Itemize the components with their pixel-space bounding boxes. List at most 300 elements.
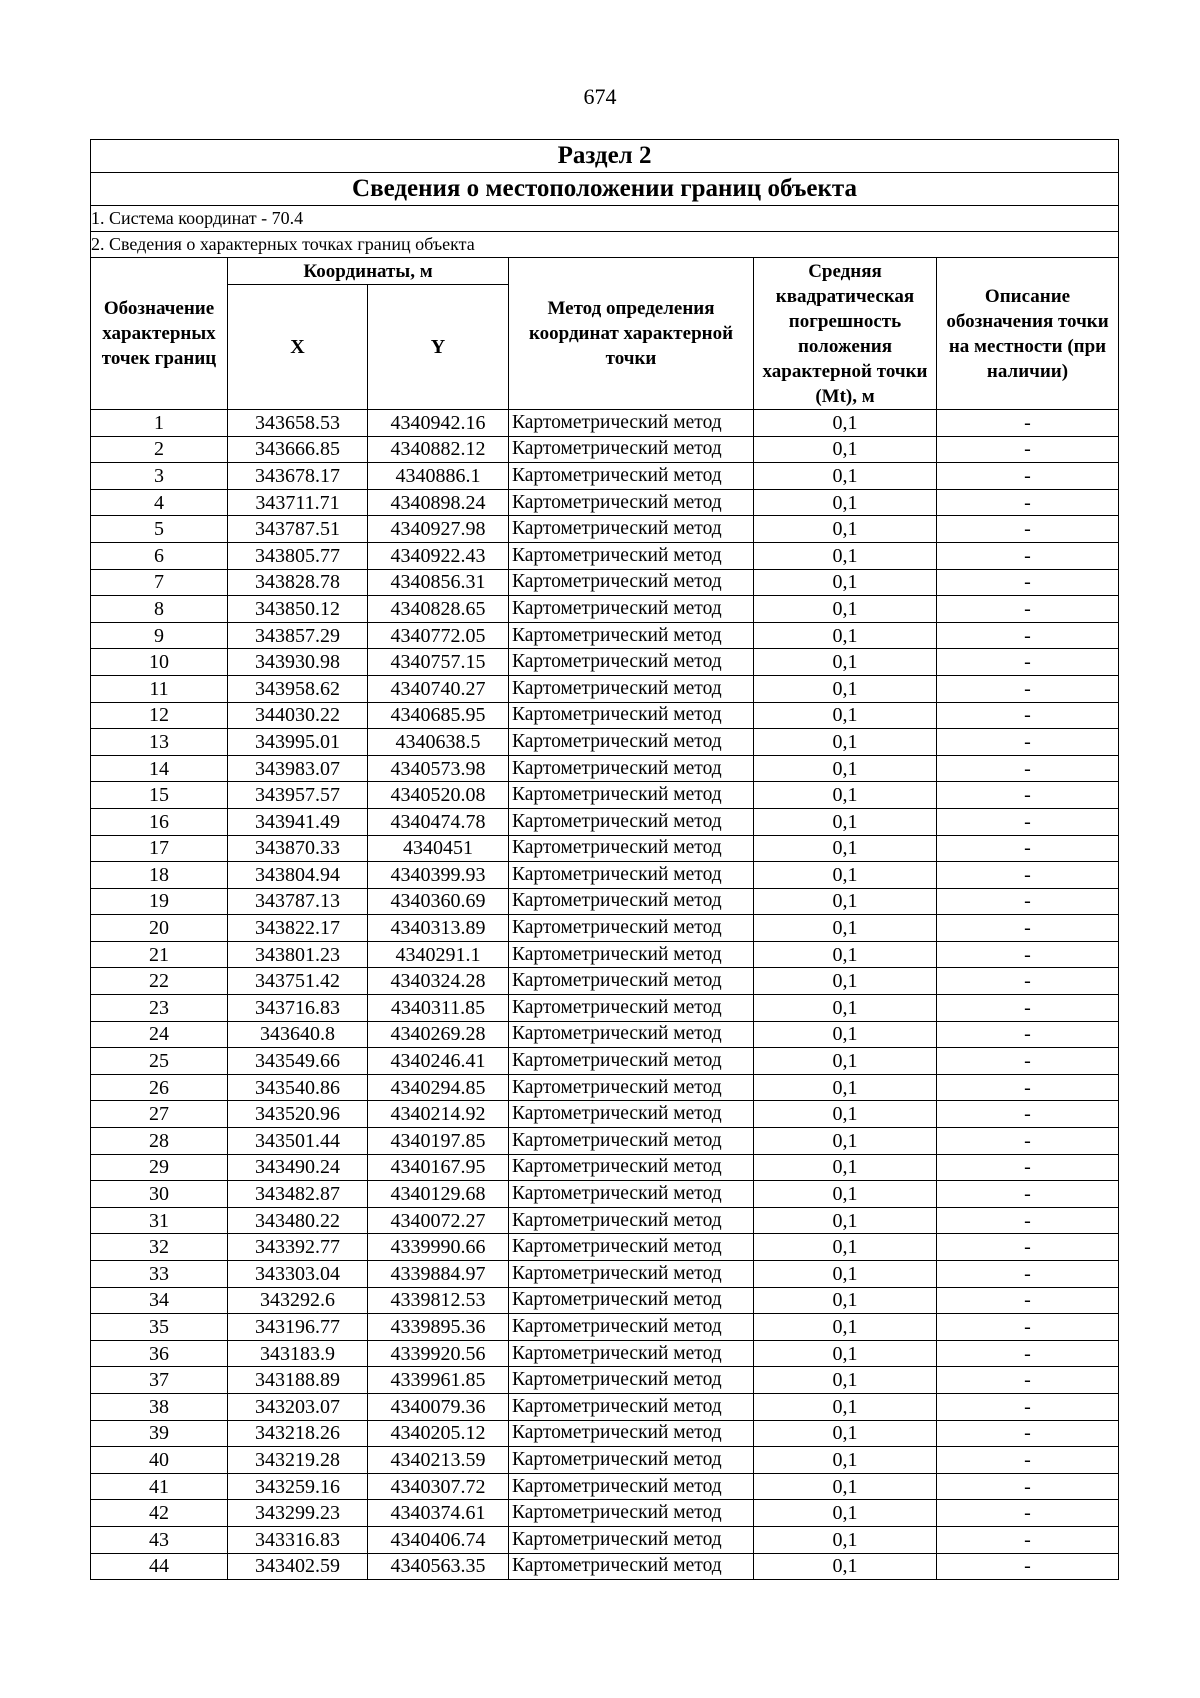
mt-cell: 0,1: [754, 1287, 937, 1314]
point-number-cell: 23: [91, 995, 228, 1022]
point-number-cell: 12: [91, 702, 228, 729]
method-cell: Картометрический метод: [509, 1261, 754, 1288]
y-coord-cell: 4340213.59: [368, 1447, 509, 1474]
table-row: [91, 1128, 1119, 1155]
x-coord-cell: 343787.51: [228, 516, 368, 543]
x-coord-cell: 343292.6: [228, 1287, 368, 1314]
x-coord-cell: 343716.83: [228, 995, 368, 1022]
description-cell: -: [937, 675, 1119, 702]
description-cell: -: [937, 436, 1119, 463]
x-coord-cell: 343520.96: [228, 1101, 368, 1128]
mt-cell: 0,1: [754, 1021, 937, 1048]
method-cell: Картометрический метод: [509, 489, 754, 516]
point-number-cell: 1: [91, 410, 228, 437]
mt-cell: 0,1: [754, 1101, 937, 1128]
y-coord-cell: 4340927.98: [368, 516, 509, 543]
y-coord-cell: 4340214.92: [368, 1101, 509, 1128]
method-cell: Картометрический метод: [509, 1447, 754, 1474]
description-cell: -: [937, 1207, 1119, 1234]
mt-cell: 0,1: [754, 542, 937, 569]
x-coord-cell: 343941.49: [228, 808, 368, 835]
table-row: [91, 1553, 1119, 1580]
table-row: [91, 1207, 1119, 1234]
x-coord-cell: 343805.77: [228, 542, 368, 569]
x-coord-cell: 343501.44: [228, 1128, 368, 1155]
x-coord-cell: 343219.28: [228, 1447, 368, 1474]
table-row: [91, 622, 1119, 649]
method-cell: Картометрический метод: [509, 862, 754, 889]
y-coord-cell: 4339920.56: [368, 1340, 509, 1367]
mt-cell: 0,1: [754, 1526, 937, 1553]
y-coord-cell: 4340197.85: [368, 1128, 509, 1155]
mt-cell: 0,1: [754, 702, 937, 729]
x-coord-cell: 343958.62: [228, 675, 368, 702]
method-cell: Картометрический метод: [509, 1234, 754, 1261]
header-y: Y: [368, 285, 509, 410]
table-row: [91, 1314, 1119, 1341]
y-coord-cell: 4340685.95: [368, 702, 509, 729]
point-number-cell: 18: [91, 862, 228, 889]
table-row: [91, 941, 1119, 968]
point-number-cell: 16: [91, 808, 228, 835]
point-number-cell: 36: [91, 1340, 228, 1367]
x-coord-cell: 343828.78: [228, 569, 368, 596]
table-row: [91, 649, 1119, 676]
method-cell: Картометрический метод: [509, 675, 754, 702]
table-row: [91, 1420, 1119, 1447]
y-coord-cell: 4340129.68: [368, 1181, 509, 1208]
description-cell: -: [937, 1021, 1119, 1048]
x-coord-cell: 343857.29: [228, 622, 368, 649]
point-number-cell: 4: [91, 489, 228, 516]
x-coord-cell: 343480.22: [228, 1207, 368, 1234]
y-coord-cell: 4340638.5: [368, 729, 509, 756]
y-coord-cell: 4340291.1: [368, 941, 509, 968]
x-coord-cell: 343482.87: [228, 1181, 368, 1208]
table-row: [91, 1048, 1119, 1075]
y-coord-cell: 4340757.15: [368, 649, 509, 676]
mt-cell: 0,1: [754, 995, 937, 1022]
y-coord-cell: 4340828.65: [368, 596, 509, 623]
description-cell: -: [937, 888, 1119, 915]
point-number-cell: 33: [91, 1261, 228, 1288]
method-cell: Картометрический метод: [509, 1074, 754, 1101]
method-cell: Картометрический метод: [509, 1048, 754, 1075]
point-number-cell: 21: [91, 941, 228, 968]
method-cell: Картометрический метод: [509, 1101, 754, 1128]
y-coord-cell: 4340307.72: [368, 1473, 509, 1500]
mt-cell: 0,1: [754, 782, 937, 809]
method-cell: Картометрический метод: [509, 1553, 754, 1580]
y-coord-cell: 4340474.78: [368, 808, 509, 835]
method-cell: Картометрический метод: [509, 1128, 754, 1155]
method-cell: Картометрический метод: [509, 1473, 754, 1500]
coord-system-line: 1. Система координат - 70.4: [91, 206, 1119, 232]
description-cell: -: [937, 1048, 1119, 1075]
description-cell: -: [937, 1181, 1119, 1208]
header-error: Средняя квадратическая погрешность положения характерной точки (Mt), м: [754, 258, 937, 410]
point-number-cell: 14: [91, 755, 228, 782]
method-cell: Картометрический метод: [509, 1154, 754, 1181]
table-row: [91, 410, 1119, 437]
table-row: [91, 489, 1119, 516]
table-body: [91, 410, 1119, 1580]
description-cell: -: [937, 1473, 1119, 1500]
description-cell: -: [937, 1340, 1119, 1367]
description-cell: -: [937, 1447, 1119, 1474]
mt-cell: 0,1: [754, 1314, 937, 1341]
mt-cell: 0,1: [754, 410, 937, 437]
description-cell: -: [937, 649, 1119, 676]
x-coord-cell: 343751.42: [228, 968, 368, 995]
mt-cell: 0,1: [754, 941, 937, 968]
y-coord-cell: 4340922.43: [368, 542, 509, 569]
x-coord-cell: 343957.57: [228, 782, 368, 809]
point-number-cell: 40: [91, 1447, 228, 1474]
y-coord-cell: 4340167.95: [368, 1154, 509, 1181]
point-number-cell: 29: [91, 1154, 228, 1181]
point-number-cell: 25: [91, 1048, 228, 1075]
table-row: [91, 888, 1119, 915]
mt-cell: 0,1: [754, 1048, 937, 1075]
description-cell: -: [937, 1234, 1119, 1261]
point-number-cell: 35: [91, 1314, 228, 1341]
x-coord-cell: 343804.94: [228, 862, 368, 889]
point-number-cell: 38: [91, 1393, 228, 1420]
description-cell: -: [937, 995, 1119, 1022]
mt-cell: 0,1: [754, 1181, 937, 1208]
description-cell: -: [937, 1261, 1119, 1288]
mt-cell: 0,1: [754, 862, 937, 889]
x-coord-cell: 343711.71: [228, 489, 368, 516]
x-coord-cell: 343540.86: [228, 1074, 368, 1101]
method-cell: Картометрический метод: [509, 436, 754, 463]
description-cell: -: [937, 968, 1119, 995]
section-subtitle: Сведения о местоположении границ объекта: [91, 173, 1119, 206]
points-heading-line: 2. Сведения о характерных точках границ объекта: [91, 232, 1119, 258]
table-row: [91, 1074, 1119, 1101]
point-number-cell: 5: [91, 516, 228, 543]
y-coord-cell: 4340451: [368, 835, 509, 862]
point-number-cell: 42: [91, 1500, 228, 1527]
header-point: Обозначение характерных точек границ: [91, 258, 228, 410]
point-number-cell: 34: [91, 1287, 228, 1314]
point-number-cell: 43: [91, 1526, 228, 1553]
table-row: [91, 1447, 1119, 1474]
mt-cell: 0,1: [754, 436, 937, 463]
method-cell: Картометрический метод: [509, 888, 754, 915]
table-row: [91, 542, 1119, 569]
y-coord-cell: 4340520.08: [368, 782, 509, 809]
point-number-cell: 41: [91, 1473, 228, 1500]
mt-cell: 0,1: [754, 1500, 937, 1527]
method-cell: Картометрический метод: [509, 622, 754, 649]
method-cell: Картометрический метод: [509, 516, 754, 543]
x-coord-cell: 343640.8: [228, 1021, 368, 1048]
mt-cell: 0,1: [754, 489, 937, 516]
y-coord-cell: 4340406.74: [368, 1526, 509, 1553]
method-cell: Картометрический метод: [509, 808, 754, 835]
method-cell: Картометрический метод: [509, 835, 754, 862]
y-coord-cell: 4340856.31: [368, 569, 509, 596]
mt-cell: 0,1: [754, 1234, 937, 1261]
method-cell: Картометрический метод: [509, 968, 754, 995]
table-row: [91, 915, 1119, 942]
method-cell: Картометрический метод: [509, 1526, 754, 1553]
description-cell: -: [937, 1154, 1119, 1181]
point-number-cell: 37: [91, 1367, 228, 1394]
y-coord-cell: 4340573.98: [368, 755, 509, 782]
mt-cell: 0,1: [754, 1128, 937, 1155]
x-coord-cell: 343218.26: [228, 1420, 368, 1447]
method-cell: Картометрический метод: [509, 702, 754, 729]
header-description: Описание обозначения точки на местности (при наличии): [937, 258, 1119, 410]
point-number-cell: 32: [91, 1234, 228, 1261]
method-cell: Картометрический метод: [509, 755, 754, 782]
y-coord-cell: 4340374.61: [368, 1500, 509, 1527]
point-number-cell: 22: [91, 968, 228, 995]
description-cell: -: [937, 729, 1119, 756]
page-number: 674: [583, 84, 617, 109]
mt-cell: 0,1: [754, 1340, 937, 1367]
table-row: [91, 1367, 1119, 1394]
table-row: [91, 675, 1119, 702]
y-coord-cell: 4340324.28: [368, 968, 509, 995]
description-cell: -: [937, 622, 1119, 649]
method-cell: Картометрический метод: [509, 542, 754, 569]
point-number-cell: 24: [91, 1021, 228, 1048]
mt-cell: 0,1: [754, 596, 937, 623]
table-row: [91, 835, 1119, 862]
point-number-cell: 20: [91, 915, 228, 942]
y-coord-cell: 4340079.36: [368, 1393, 509, 1420]
description-cell: -: [937, 1074, 1119, 1101]
table-row: [91, 1287, 1119, 1314]
x-coord-cell: 343983.07: [228, 755, 368, 782]
y-coord-cell: 4340294.85: [368, 1074, 509, 1101]
description-cell: -: [937, 1393, 1119, 1420]
method-cell: Картометрический метод: [509, 1287, 754, 1314]
x-coord-cell: 343930.98: [228, 649, 368, 676]
point-number-cell: 11: [91, 675, 228, 702]
method-cell: Картометрический метод: [509, 915, 754, 942]
method-cell: Картометрический метод: [509, 1021, 754, 1048]
table-row: [91, 1154, 1119, 1181]
x-coord-cell: 343678.17: [228, 463, 368, 490]
x-coord-cell: 343316.83: [228, 1526, 368, 1553]
x-coord-cell: 343870.33: [228, 835, 368, 862]
mt-cell: 0,1: [754, 569, 937, 596]
method-cell: Картометрический метод: [509, 995, 754, 1022]
y-coord-cell: 4340886.1: [368, 463, 509, 490]
point-number-cell: 3: [91, 463, 228, 490]
method-cell: Картометрический метод: [509, 649, 754, 676]
y-coord-cell: 4339990.66: [368, 1234, 509, 1261]
table-row: [91, 1181, 1119, 1208]
mt-cell: 0,1: [754, 1074, 937, 1101]
y-coord-cell: 4340246.41: [368, 1048, 509, 1075]
description-cell: -: [937, 489, 1119, 516]
x-coord-cell: 343787.13: [228, 888, 368, 915]
method-cell: Картометрический метод: [509, 1207, 754, 1234]
x-coord-cell: 343203.07: [228, 1393, 368, 1420]
point-number-cell: 28: [91, 1128, 228, 1155]
method-cell: Картометрический метод: [509, 1340, 754, 1367]
x-coord-cell: 343196.77: [228, 1314, 368, 1341]
section-title: Раздел 2: [91, 140, 1119, 173]
y-coord-cell: 4340311.85: [368, 995, 509, 1022]
point-number-cell: 30: [91, 1181, 228, 1208]
description-cell: -: [937, 463, 1119, 490]
x-coord-cell: 343303.04: [228, 1261, 368, 1288]
point-number-cell: 8: [91, 596, 228, 623]
x-coord-cell: 343801.23: [228, 941, 368, 968]
x-coord-cell: 343658.53: [228, 410, 368, 437]
description-cell: -: [937, 782, 1119, 809]
y-coord-cell: 4340772.05: [368, 622, 509, 649]
y-coord-cell: 4339895.36: [368, 1314, 509, 1341]
table-row: [91, 1393, 1119, 1420]
point-number-cell: 10: [91, 649, 228, 676]
mt-cell: 0,1: [754, 1447, 937, 1474]
y-coord-cell: 4340898.24: [368, 489, 509, 516]
y-coord-cell: 4340313.89: [368, 915, 509, 942]
description-cell: -: [937, 915, 1119, 942]
description-cell: -: [937, 755, 1119, 782]
method-cell: Картометрический метод: [509, 569, 754, 596]
method-cell: Картометрический метод: [509, 1314, 754, 1341]
x-coord-cell: 343392.77: [228, 1234, 368, 1261]
table-row: [91, 862, 1119, 889]
description-cell: -: [937, 1287, 1119, 1314]
method-cell: Картометрический метод: [509, 463, 754, 490]
mt-cell: 0,1: [754, 1553, 937, 1580]
mt-cell: 0,1: [754, 1154, 937, 1181]
table-row: [91, 702, 1119, 729]
point-number-cell: 9: [91, 622, 228, 649]
table-row: [91, 782, 1119, 809]
mt-cell: 0,1: [754, 915, 937, 942]
mt-cell: 0,1: [754, 649, 937, 676]
method-cell: Картометрический метод: [509, 1181, 754, 1208]
y-coord-cell: 4339961.85: [368, 1367, 509, 1394]
y-coord-cell: 4340942.16: [368, 410, 509, 437]
table-row: [91, 1261, 1119, 1288]
x-coord-cell: 343299.23: [228, 1500, 368, 1527]
x-coord-cell: 344030.22: [228, 702, 368, 729]
mt-cell: 0,1: [754, 888, 937, 915]
table-row: [91, 569, 1119, 596]
y-coord-cell: 4340205.12: [368, 1420, 509, 1447]
mt-cell: 0,1: [754, 1473, 937, 1500]
mt-cell: 0,1: [754, 675, 937, 702]
method-cell: Картометрический метод: [509, 1367, 754, 1394]
table-row: [91, 1473, 1119, 1500]
table-row: [91, 729, 1119, 756]
mt-cell: 0,1: [754, 1393, 937, 1420]
mt-cell: 0,1: [754, 463, 937, 490]
header-method: Метод определения координат характерной точки: [509, 258, 754, 410]
table-row: [91, 1340, 1119, 1367]
description-cell: -: [937, 941, 1119, 968]
y-coord-cell: 4339884.97: [368, 1261, 509, 1288]
description-cell: -: [937, 808, 1119, 835]
x-coord-cell: 343666.85: [228, 436, 368, 463]
mt-cell: 0,1: [754, 1367, 937, 1394]
y-coord-cell: 4339812.53: [368, 1287, 509, 1314]
table-row: [91, 463, 1119, 490]
table-row: [91, 755, 1119, 782]
point-number-cell: 13: [91, 729, 228, 756]
mt-cell: 0,1: [754, 729, 937, 756]
table-row: [91, 995, 1119, 1022]
x-coord-cell: 343188.89: [228, 1367, 368, 1394]
x-coord-cell: 343183.9: [228, 1340, 368, 1367]
mt-cell: 0,1: [754, 622, 937, 649]
point-number-cell: 44: [91, 1553, 228, 1580]
description-cell: -: [937, 516, 1119, 543]
description-cell: -: [937, 1314, 1119, 1341]
boundary-points-table: [90, 139, 1119, 1580]
method-cell: Картометрический метод: [509, 410, 754, 437]
description-cell: -: [937, 862, 1119, 889]
description-cell: -: [937, 1526, 1119, 1553]
y-coord-cell: 4340740.27: [368, 675, 509, 702]
y-coord-cell: 4340360.69: [368, 888, 509, 915]
mt-cell: 0,1: [754, 835, 937, 862]
table-row: [91, 968, 1119, 995]
method-cell: Картометрический метод: [509, 1500, 754, 1527]
table-row: [91, 808, 1119, 835]
x-coord-cell: 343995.01: [228, 729, 368, 756]
point-number-cell: 31: [91, 1207, 228, 1234]
x-coord-cell: 343549.66: [228, 1048, 368, 1075]
description-cell: -: [937, 1101, 1119, 1128]
method-cell: Картометрический метод: [509, 729, 754, 756]
method-cell: Картометрический метод: [509, 941, 754, 968]
header-x: X: [228, 285, 368, 410]
description-cell: -: [937, 596, 1119, 623]
table-row: [91, 1021, 1119, 1048]
description-cell: -: [937, 1553, 1119, 1580]
description-cell: -: [937, 1420, 1119, 1447]
table-row: [91, 1500, 1119, 1527]
y-coord-cell: 4340072.27: [368, 1207, 509, 1234]
x-coord-cell: 343822.17: [228, 915, 368, 942]
x-coord-cell: 343490.24: [228, 1154, 368, 1181]
y-coord-cell: 4340882.12: [368, 436, 509, 463]
point-number-cell: 2: [91, 436, 228, 463]
table-row: [91, 1526, 1119, 1553]
x-coord-cell: 343850.12: [228, 596, 368, 623]
mt-cell: 0,1: [754, 968, 937, 995]
mt-cell: 0,1: [754, 755, 937, 782]
mt-cell: 0,1: [754, 808, 937, 835]
table-row: [91, 1234, 1119, 1261]
y-coord-cell: 4340563.35: [368, 1553, 509, 1580]
table-row: [91, 516, 1119, 543]
mt-cell: 0,1: [754, 1261, 937, 1288]
description-cell: -: [937, 1128, 1119, 1155]
description-cell: -: [937, 1500, 1119, 1527]
x-coord-cell: 343259.16: [228, 1473, 368, 1500]
point-number-cell: 19: [91, 888, 228, 915]
description-cell: -: [937, 542, 1119, 569]
x-coord-cell: 343402.59: [228, 1553, 368, 1580]
description-cell: -: [937, 835, 1119, 862]
method-cell: Картометрический метод: [509, 782, 754, 809]
point-number-cell: 39: [91, 1420, 228, 1447]
